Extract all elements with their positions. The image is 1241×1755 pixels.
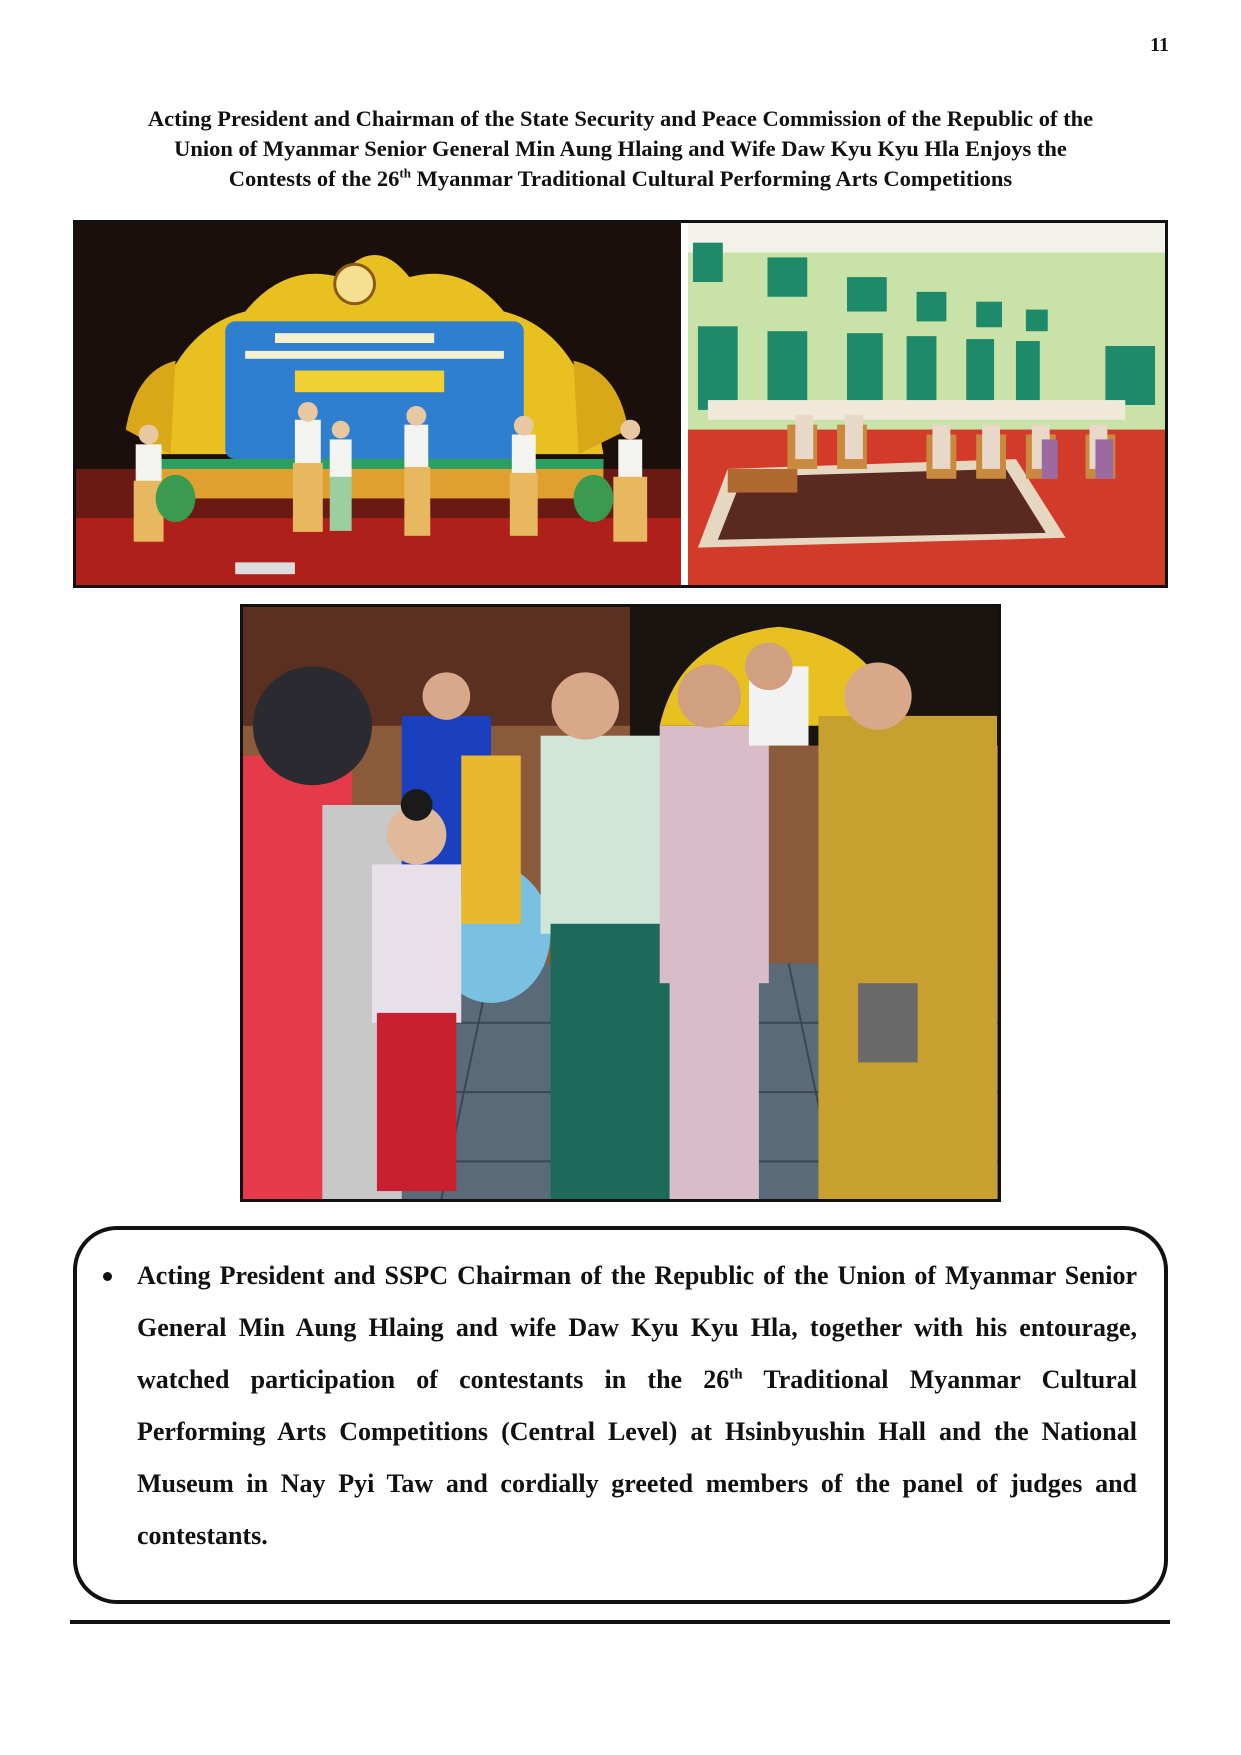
audience-hall-photo [688, 220, 1168, 588]
caption-box [73, 1226, 1168, 1604]
bottom-rule [70, 1620, 1170, 1624]
bullet-icon [103, 1272, 112, 1281]
page-title [80, 104, 1161, 194]
page-number: 11 [1150, 34, 1169, 56]
title-line-2: Union of Myanmar Senior General Min Aung Hlaing and Wife Daw Kyu Kyu Hla Enjoys the [174, 136, 1067, 161]
caption-text: Acting President and SSPC Chairman of the Republic of the Union of Myanmar Senior General Min Aung Hlaing and wife Daw Kyu Kyu Hla, together with his entourage, watched participation of contestants in the 26th Traditional Myanmar Cultural Performing Arts Competitions (Central Level) at Hsinbyushin Hall and the National Museum in Nay Pyi Taw and cordially greeted members of the panel of judges and contestants. [137, 1261, 1137, 1550]
greeting-contestants-photo [240, 604, 1001, 1202]
stage-performance-photo [73, 220, 681, 588]
title-line-3: Contests of the 26th Myanmar Traditional Cultural Performing Arts Competitions [228, 165, 1013, 191]
photo-divider [681, 220, 688, 588]
title-line-1: Acting President and Chairman of the State Security and Peace Commission of the Republic of the [147, 106, 1094, 131]
